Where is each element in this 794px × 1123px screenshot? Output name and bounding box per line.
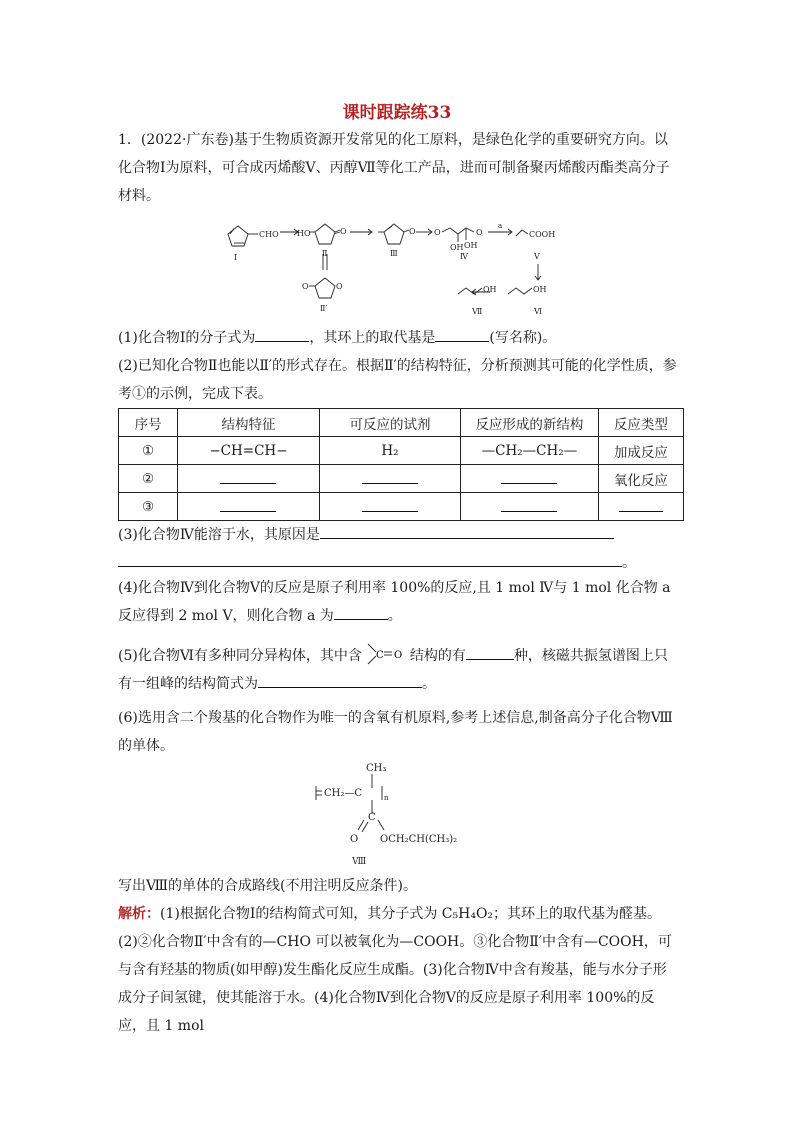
compound-vi <box>508 288 532 294</box>
scheme-o-ii: O <box>340 227 347 236</box>
q5-text-a: (5)化合物Ⅵ有多种同分异构体，其中含 <box>118 648 362 664</box>
answer-blank-isomer-count[interactable] <box>466 643 514 660</box>
table-header-row <box>119 409 684 437</box>
polymer-ester: OCH₂CH(CH₃)₂ <box>380 834 458 845</box>
label-ii: Ⅱ <box>322 249 328 258</box>
table-cell: H₂ <box>319 437 461 465</box>
polymer-ch3: CH₃ <box>366 763 387 774</box>
scheme-oh-iv-1: OH <box>450 243 464 252</box>
table-cell: ② <box>119 465 178 493</box>
table-cell <box>461 493 598 521</box>
compound-v <box>516 230 528 236</box>
carbonyl-c: C <box>375 650 384 661</box>
table-cell <box>598 493 683 521</box>
question-3 <box>118 521 648 577</box>
analysis-paragraph <box>118 900 678 1040</box>
polymer-viii-structure <box>300 758 500 868</box>
answer-blank-structure[interactable] <box>258 671 422 688</box>
scheme-cho: CHO <box>259 230 279 239</box>
answer-blank-substituent[interactable] <box>435 325 489 342</box>
lactone-ring-iii <box>384 224 404 244</box>
table-row <box>119 465 684 493</box>
label-iii: Ⅲ <box>390 249 398 258</box>
scheme-cooh: COOH <box>529 230 556 239</box>
scheme-o-ii-prime-left: O <box>302 282 309 291</box>
table-header: 反应形成的新结构 <box>461 409 598 437</box>
analysis-text: (1)根据化合物Ⅰ的结构简式可知，其分子式为 C₅H₄O₂；其环上的取代基为醛基。(2)②化合物Ⅱ′中含有的—CHO 可以被氧化为—COOH。③化合物Ⅱ′中含有—COOH，可与含有羟基的物质(如甲醇)发生酯化反应生成酯。(3)化合物Ⅳ中含有羧基，能与水分子形成分子间氢键，使其能溶于水。(4)化合物Ⅳ到化合物Ⅴ的反应是原子利用率 100%的反应，且 1 mol <box>118 906 672 1034</box>
polymer-o: O <box>350 834 359 845</box>
label-iv: Ⅳ <box>460 252 468 261</box>
answer-blank-formula[interactable] <box>255 325 309 342</box>
q3-text: (3)化合物Ⅳ能溶于水，其原因是 <box>118 527 320 543</box>
q1-text-a: (1)化合物Ⅰ的分子式为 <box>118 330 256 346</box>
answer-blank[interactable] <box>501 469 557 484</box>
answer-blank-reason[interactable] <box>320 522 614 539</box>
page-title: 课时跟踪练33 <box>342 103 452 123</box>
polymer-n: n <box>384 794 389 802</box>
scheme-o-iv-right: O <box>476 228 483 237</box>
label-v: Ⅴ <box>534 252 540 261</box>
table-cell: ① <box>119 437 178 465</box>
scheme-o-ii-prime-right: O <box>336 282 343 291</box>
q1-text-c: (写名称)。 <box>489 330 557 346</box>
table-cell <box>319 465 461 493</box>
reaction-scheme <box>220 212 580 324</box>
label-vii: Ⅶ <box>472 307 483 316</box>
label-i: Ⅰ <box>234 253 238 262</box>
table-cell <box>461 465 598 493</box>
label-viii: Ⅷ <box>352 857 367 867</box>
carbonyl-o: O <box>393 650 403 661</box>
polymer-chain: CH₂—C <box>324 788 363 799</box>
scheme-o-iv-left: O <box>434 228 441 237</box>
q4-text: (4)化合物Ⅳ到化合物Ⅴ的反应是原子利用率 100%的反应,且 1 mol Ⅳ与 1 mol 化合物 a 反应得到 2 mol Ⅴ，则化合物 a 为 <box>118 580 671 624</box>
table-cell <box>178 465 320 493</box>
question-1 <box>118 324 678 352</box>
compound-iv <box>442 228 474 234</box>
table-cell: 加成反应 <box>598 437 683 465</box>
question-7: 写出Ⅷ的单体的合成路线(不用注明反应条件)。 <box>118 878 417 894</box>
answer-blank[interactable] <box>362 469 418 484</box>
q5-text-c: 种，核磁共振氢谱图上只有一组峰的结构简式为 <box>118 648 668 692</box>
q4-end: 。 <box>387 608 402 624</box>
scheme-oh-iv-2: OH <box>464 241 478 250</box>
answer-blank[interactable] <box>220 497 276 512</box>
answer-blank-reason-line2[interactable] <box>118 550 622 567</box>
table-cell <box>178 493 320 521</box>
question-5 <box>118 640 678 698</box>
question-2: (2)已知化合物Ⅱ也能以Ⅱ′的形式存在。根据Ⅱ′的结构特征，分析预测其可能的化学性质，参考①的示例，完成下表。 <box>118 358 677 402</box>
table-cell: —CH₂—CH₂— <box>461 437 598 465</box>
scheme-oh-vii: OH <box>483 285 497 294</box>
question-4 <box>118 574 678 630</box>
q5-end: 。 <box>422 676 436 692</box>
q1-text-b: ，其环上的取代基是 <box>309 330 436 346</box>
compound-vii <box>458 288 482 294</box>
label-vi: Ⅵ <box>534 307 543 316</box>
answer-blank[interactable] <box>619 497 663 512</box>
question-6: (6)选用含二个羧基的化合物作为唯一的含氧有机原料,参考上述信息,制备高分子化合物Ⅷ的单体。 <box>118 710 673 754</box>
table-header: 反应类型 <box>598 409 683 437</box>
answer-blank[interactable] <box>220 469 276 484</box>
table-header: 可反应的试剂 <box>319 409 461 437</box>
label-ii-prime: Ⅱ′ <box>320 304 328 313</box>
table-header: 序号 <box>119 409 178 437</box>
table-row <box>119 493 684 521</box>
q5-text-b: 结构的有 <box>409 648 466 664</box>
answer-blank[interactable] <box>362 497 418 512</box>
table-cell: 氧化反应 <box>598 465 683 493</box>
polymer-c: C <box>368 812 376 823</box>
scheme-o-iii: O <box>409 227 416 236</box>
reagent-a: a <box>498 222 503 230</box>
compound-ii-prime <box>315 278 335 298</box>
analysis-label: 解析： <box>118 906 160 922</box>
question-intro: 1．(2022·广东卷)基于生物质资源开发常见的化工原料，是绿色化学的重要研究方向。以化合物Ⅰ为原料，可合成丙烯酸Ⅴ、丙醇Ⅶ等化工产品，进而可制备聚丙烯酸丙酯类高分子材料。 <box>118 132 670 204</box>
answer-blank[interactable] <box>501 497 557 512</box>
q3-end: 。 <box>622 555 636 571</box>
lactone-ring-ii <box>315 224 335 244</box>
property-table <box>118 408 684 521</box>
table-cell: −CH=CH− <box>178 437 320 465</box>
answer-blank-compound-a[interactable] <box>334 603 388 620</box>
table-cell <box>319 493 461 521</box>
table-header: 结构特征 <box>178 409 320 437</box>
table-row <box>119 437 684 465</box>
scheme-oh-vi: OH <box>533 285 547 294</box>
carbonyl-structure <box>362 640 410 668</box>
table-cell: ③ <box>119 493 178 521</box>
scheme-ho: HO <box>297 229 311 238</box>
